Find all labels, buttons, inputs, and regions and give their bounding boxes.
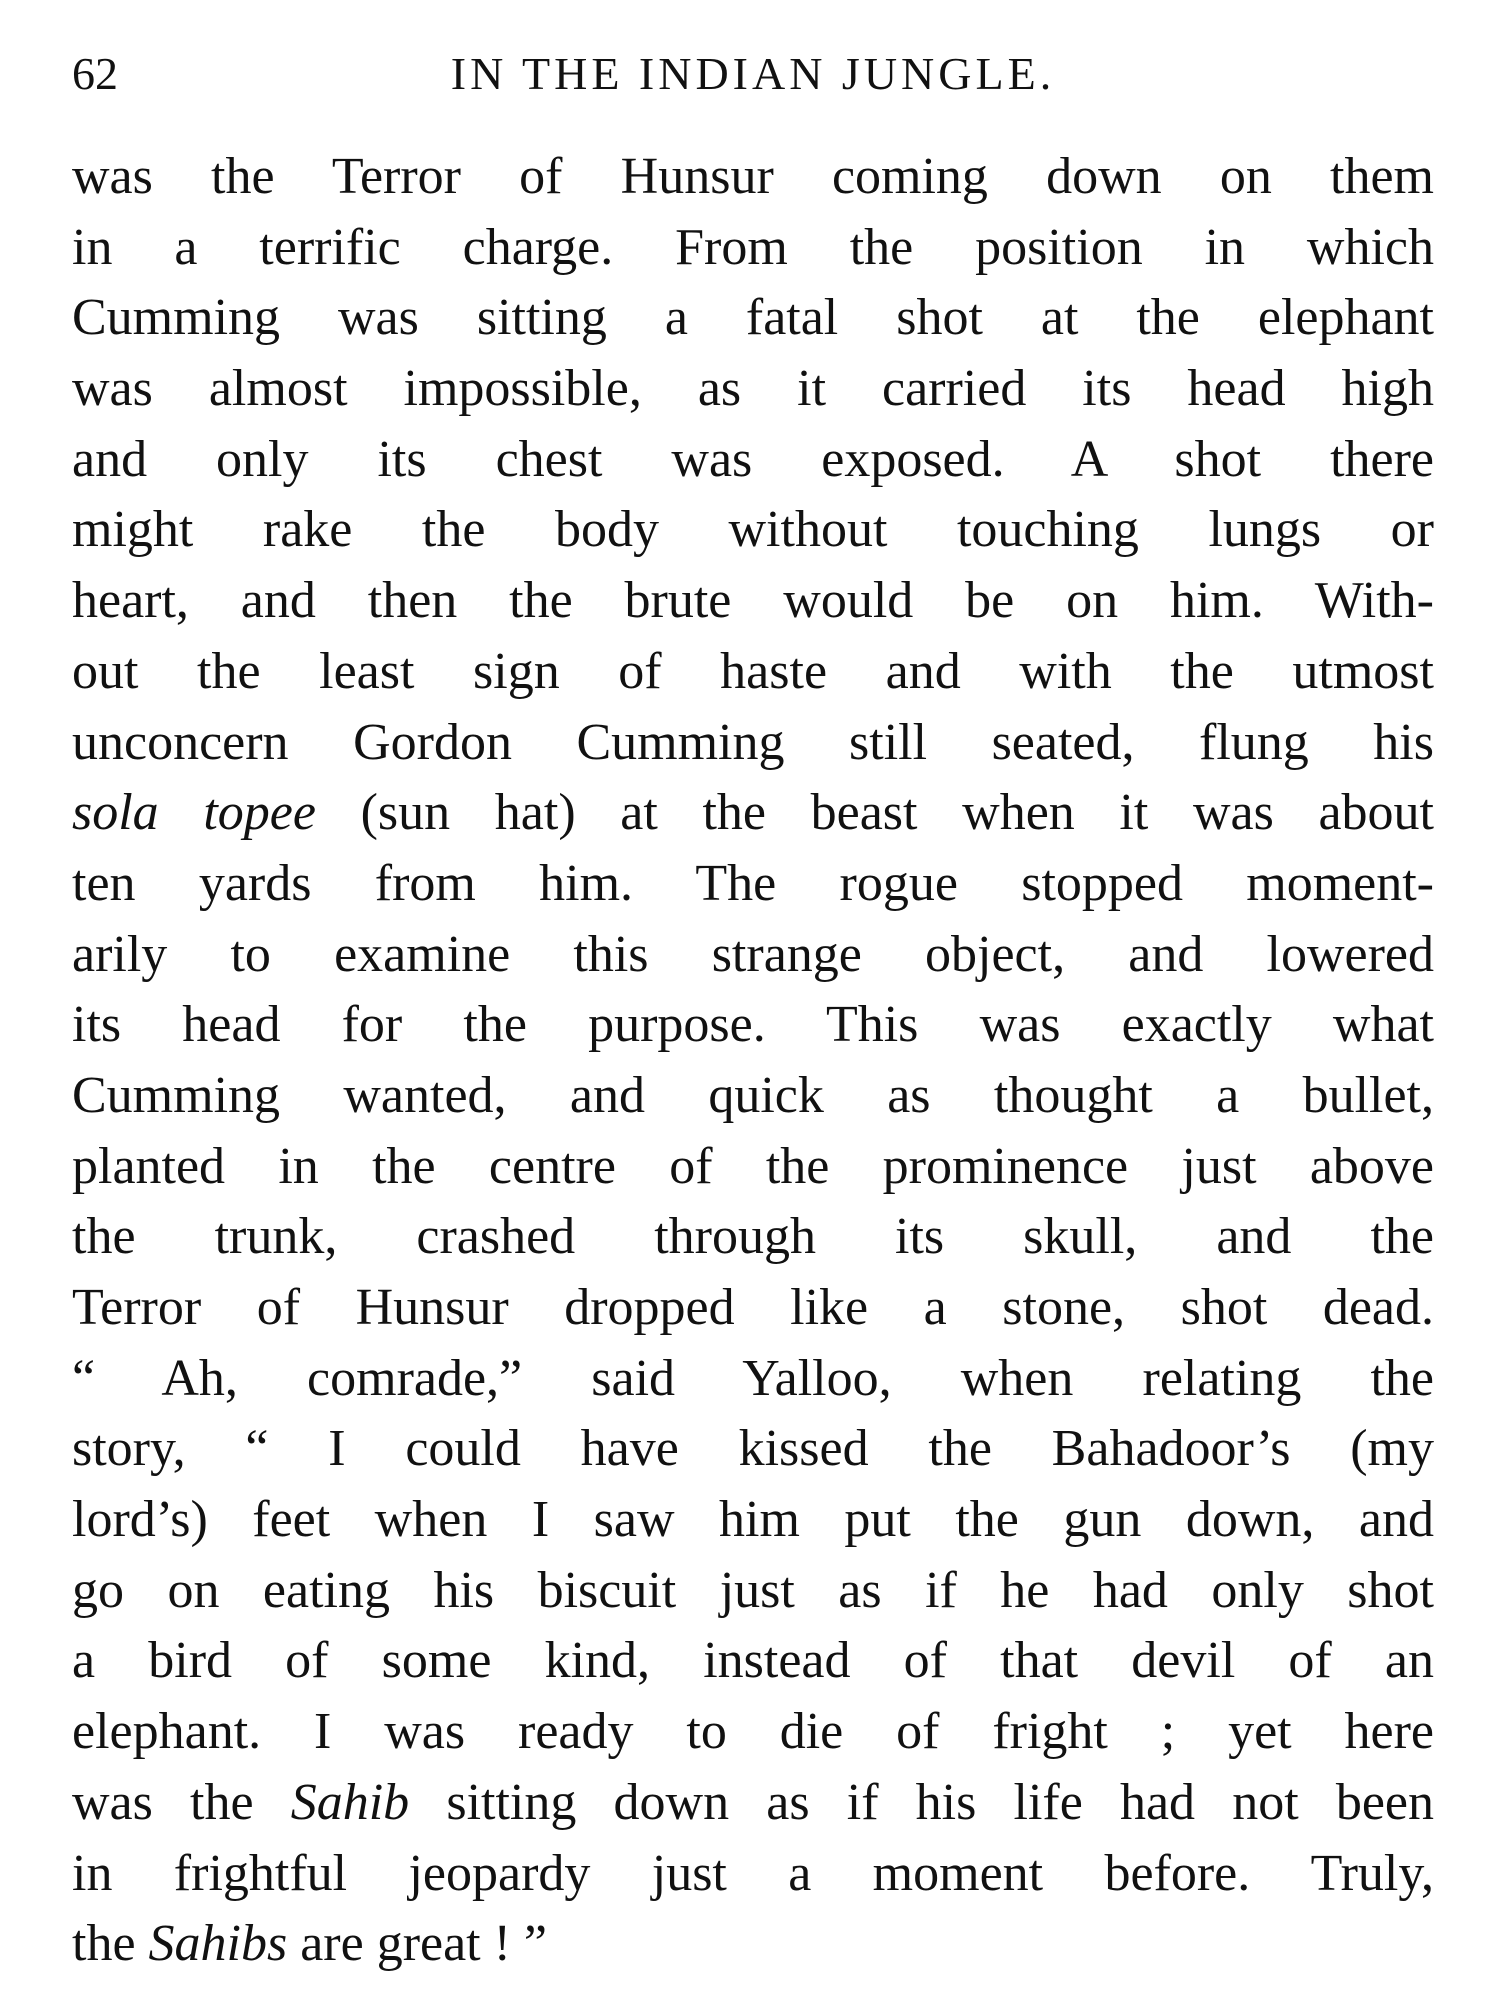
text-line: was almost impossible, as it carried its head high (72, 360, 1434, 418)
page-number: 62 (72, 48, 118, 99)
text-line-post: sitting down as if his life had not been (409, 1773, 1434, 1831)
text-line: in frightful jeopardy just a moment before. Truly, (72, 1844, 1434, 1902)
text-line: its head for the purpose. This was exactly what (72, 996, 1434, 1054)
text-line: a bird of some kind, instead of that devil of an (72, 1632, 1434, 1690)
text-line: lord’s) feet when I saw him put the gun down, and (72, 1491, 1434, 1549)
text-line: story, “ I could have kissed the Bahadoor’s (my (72, 1420, 1434, 1478)
running-head (72, 44, 1434, 104)
italic-phrase: Sahibs (148, 1915, 288, 1973)
text-line: unconcern Gordon Cumming still seated, flung his (72, 713, 1434, 771)
text-line: was the Terror of Hunsur coming down on them (72, 148, 1434, 205)
text-line: Cumming wanted, and quick as thought a bullet, (72, 1066, 1434, 1124)
text-line: Cumming was sitting a fatal shot at the elephant (72, 289, 1434, 347)
text-line (72, 1909, 1434, 1980)
text-line: heart, and then the brute would be on him. With- (72, 572, 1434, 630)
running-title: IN THE INDIAN JUNGLE. (450, 48, 1056, 99)
body-text (72, 142, 1434, 1980)
text-line: out the least sign of haste and with the utmost (72, 642, 1434, 700)
italic-phrase: Sahib (290, 1773, 410, 1831)
text-line-pre: was the (72, 1773, 291, 1831)
text-line-post: (sun hat) at the beast when it was about (315, 784, 1435, 842)
text-line: and only its chest was exposed. A shot there (72, 430, 1434, 488)
text-line-post: are great ! ” (287, 1915, 548, 1973)
italic-phrase: sola topee (72, 784, 316, 842)
text-line: ten yards from him. The rogue stopped moment- (72, 854, 1434, 912)
text-line (72, 1768, 1434, 1839)
text-line (72, 778, 1434, 849)
text-line: planted in the centre of the prominence just above (72, 1137, 1434, 1195)
text-line: “ Ah, comrade,” said Yalloo, when relating the (72, 1349, 1434, 1407)
text-line-pre: the (72, 1915, 149, 1973)
text-line: Terror of Hunsur dropped like a stone, shot dead. (72, 1279, 1434, 1336)
text-line: might rake the body without touching lungs or (72, 501, 1434, 559)
text-line: go on eating his biscuit just as if he had only shot (72, 1561, 1434, 1619)
text-line: arily to examine this strange object, and lowered (72, 925, 1434, 983)
text-line: elephant. I was ready to die of fright ; yet here (72, 1703, 1434, 1761)
text-line: in a terrific charge. From the position in which (72, 218, 1434, 276)
text-line: the trunk, crashed through its skull, and the (72, 1208, 1434, 1266)
